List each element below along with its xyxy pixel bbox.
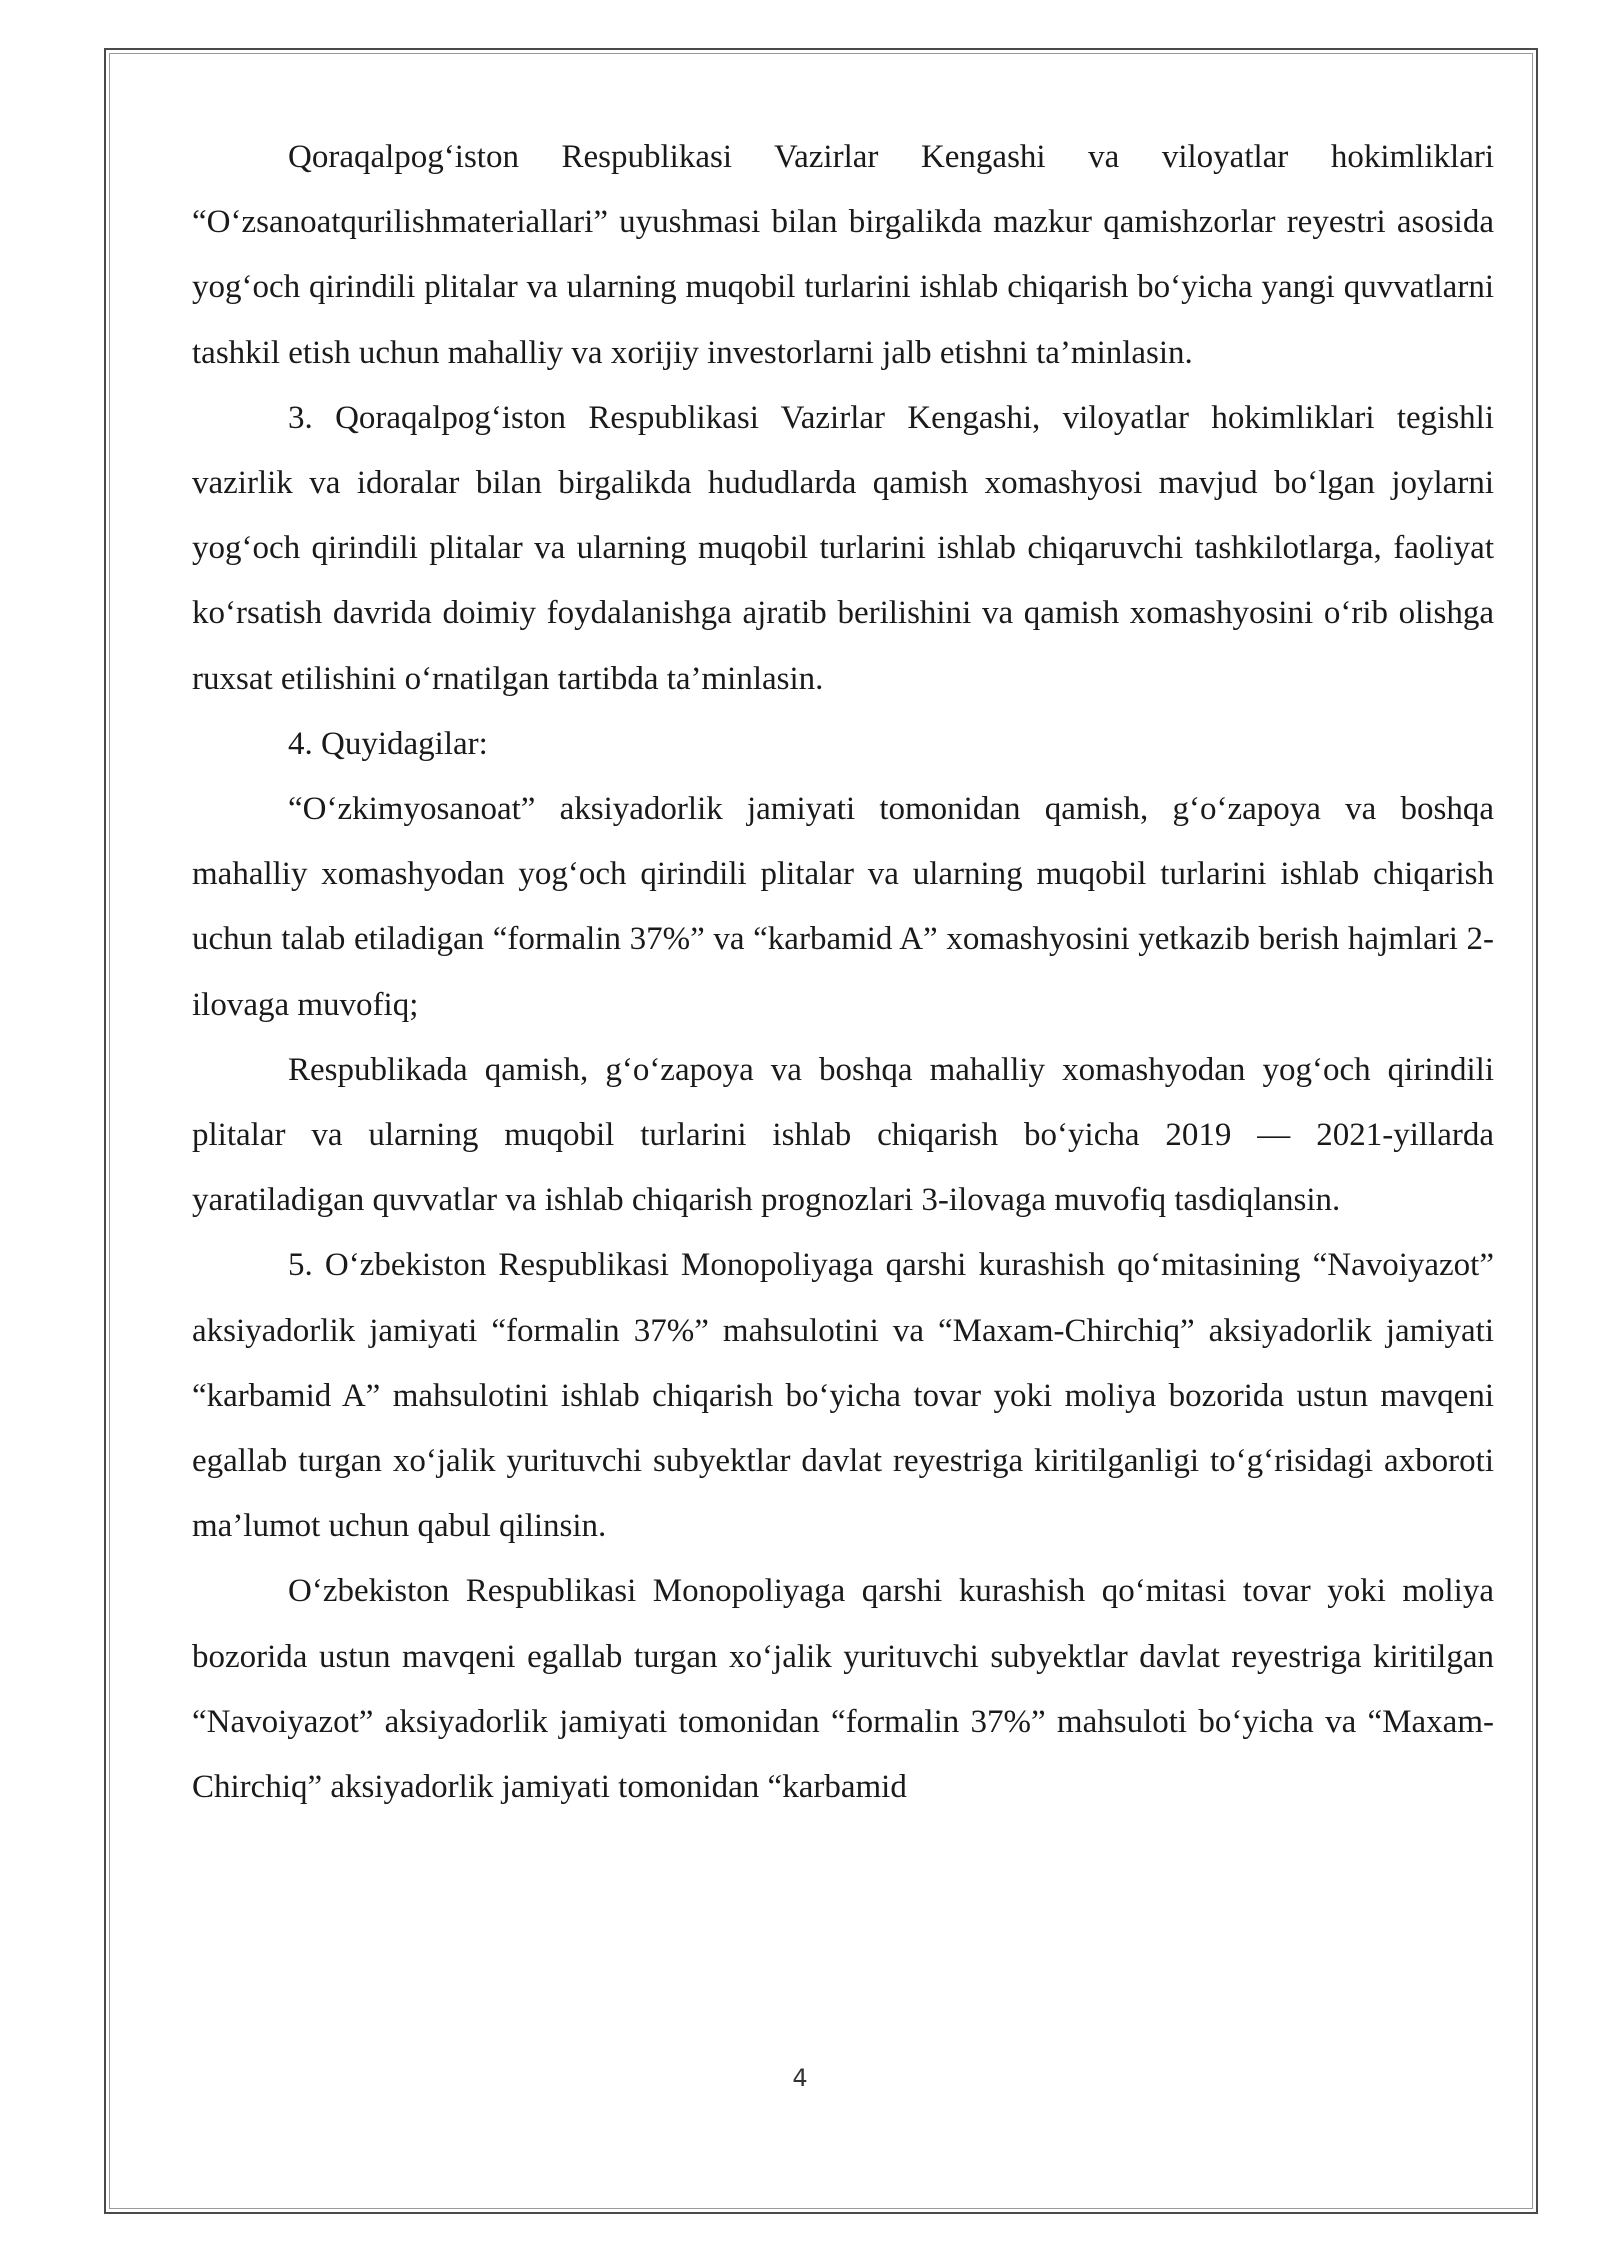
document-body: [192, 125, 1494, 1820]
paragraph-item-5-continued: O‘zbekiston Respublikasi Monopoliyaga qarshi kurashish qo‘mitasi tovar yoki moliya bozorida ustun mavqeni egallab turgan xo‘jalik yurituvchi subyektlar davlat reyestriga kiritilgan “Navoiyazot” aksiyadorlik jamiyati tomonidan “formalin 37%” mahsuloti bo‘yicha va “Maxam-Chirchiq” aksiyadorlik jamiyati tomonidan “karbamid: [192, 1573, 1494, 1806]
paragraph-item-3: 3. Qoraqalpog‘iston Respublikasi Vazirlar Kengashi, viloyatlar hokimliklari tegishli vazirlik va idoralar bilan birgalikda hududlarda qamish xomashyosi mavjud bo‘lgan joylarni yog‘och qirindili plitalar va ularning muqobil turlarini ishlab chiqaruvchi tashkilotlarga, faoliyat ko‘rsatish davrida doimiy foydalanishga ajratib berilishini va qamish xomashyosini o‘rib olishga ruxsat etilishini o‘rnatilgan tartibda ta’minlasin.: [192, 399, 1494, 697]
paragraph-item-4-supply: “O‘zkimyosanoat” aksiyadorlik jamiyati tomonidan qamish, g‘o‘zapoya va boshqa mahalliy xomashyodan yog‘och qirindili plitalar va ularning muqobil turlarini ishlab chiqarish uchun talab etiladigan “formalin 37%” va “karbamid A” xomashyosini yetkazib berish hajmlari 2-ilovaga muvofiq;: [192, 791, 1494, 1023]
paragraph-item-5: 5. O‘zbekiston Respublikasi Monopoliyaga qarshi kurashish qo‘mitasining “Navoiyazot” aksiyadorlik jamiyati “formalin 37%” mahsulotini va “Maxam-Chirchiq” aksiyadorlik jamiyati “karbamid A” mahsulotini ishlab chiqarish bo‘yicha tovar yoki moliya bozorida ustun mavqeni egallab turgan xo‘jalik yurituvchi subyektlar davlat reyestriga kiritilganligi to‘g‘risidagi axboroti ma’lumot uchun qabul qilinsin.: [192, 1247, 1494, 1545]
paragraph-item-4-forecast: Respublikada qamish, g‘o‘zapoya va boshqa mahalliy xomashyodan yog‘och qirindili plitalar va ularning muqobil turlarini ishlab chiqarish bo‘yicha 2019 — 2021-yillarda yaratiladigan quvvatlar va ishlab chiqarish prognozlari 3-ilovaga muvofiq tasdiqlansin.: [192, 1051, 1494, 1219]
paragraph-item-4-heading: 4. Quyidagilar:: [288, 725, 488, 762]
paragraph-investors: Qoraqalpog‘iston Respublikasi Vazirlar Kengashi va viloyatlar hokimliklari “O‘zsanoatqurilishmateriallari” uyushmasi bilan birgalikda mazkur qamishzorlar reyestri asosida yog‘och qirindili plitalar va ularning muqobil turlarini ishlab chiqarish bo‘yicha yangi quvvatlarni tashkil etish uchun mahalliy va xorijiy investorlarni jalb etishni ta’minlasin.: [192, 139, 1494, 371]
page-number: 4: [792, 2064, 808, 2092]
